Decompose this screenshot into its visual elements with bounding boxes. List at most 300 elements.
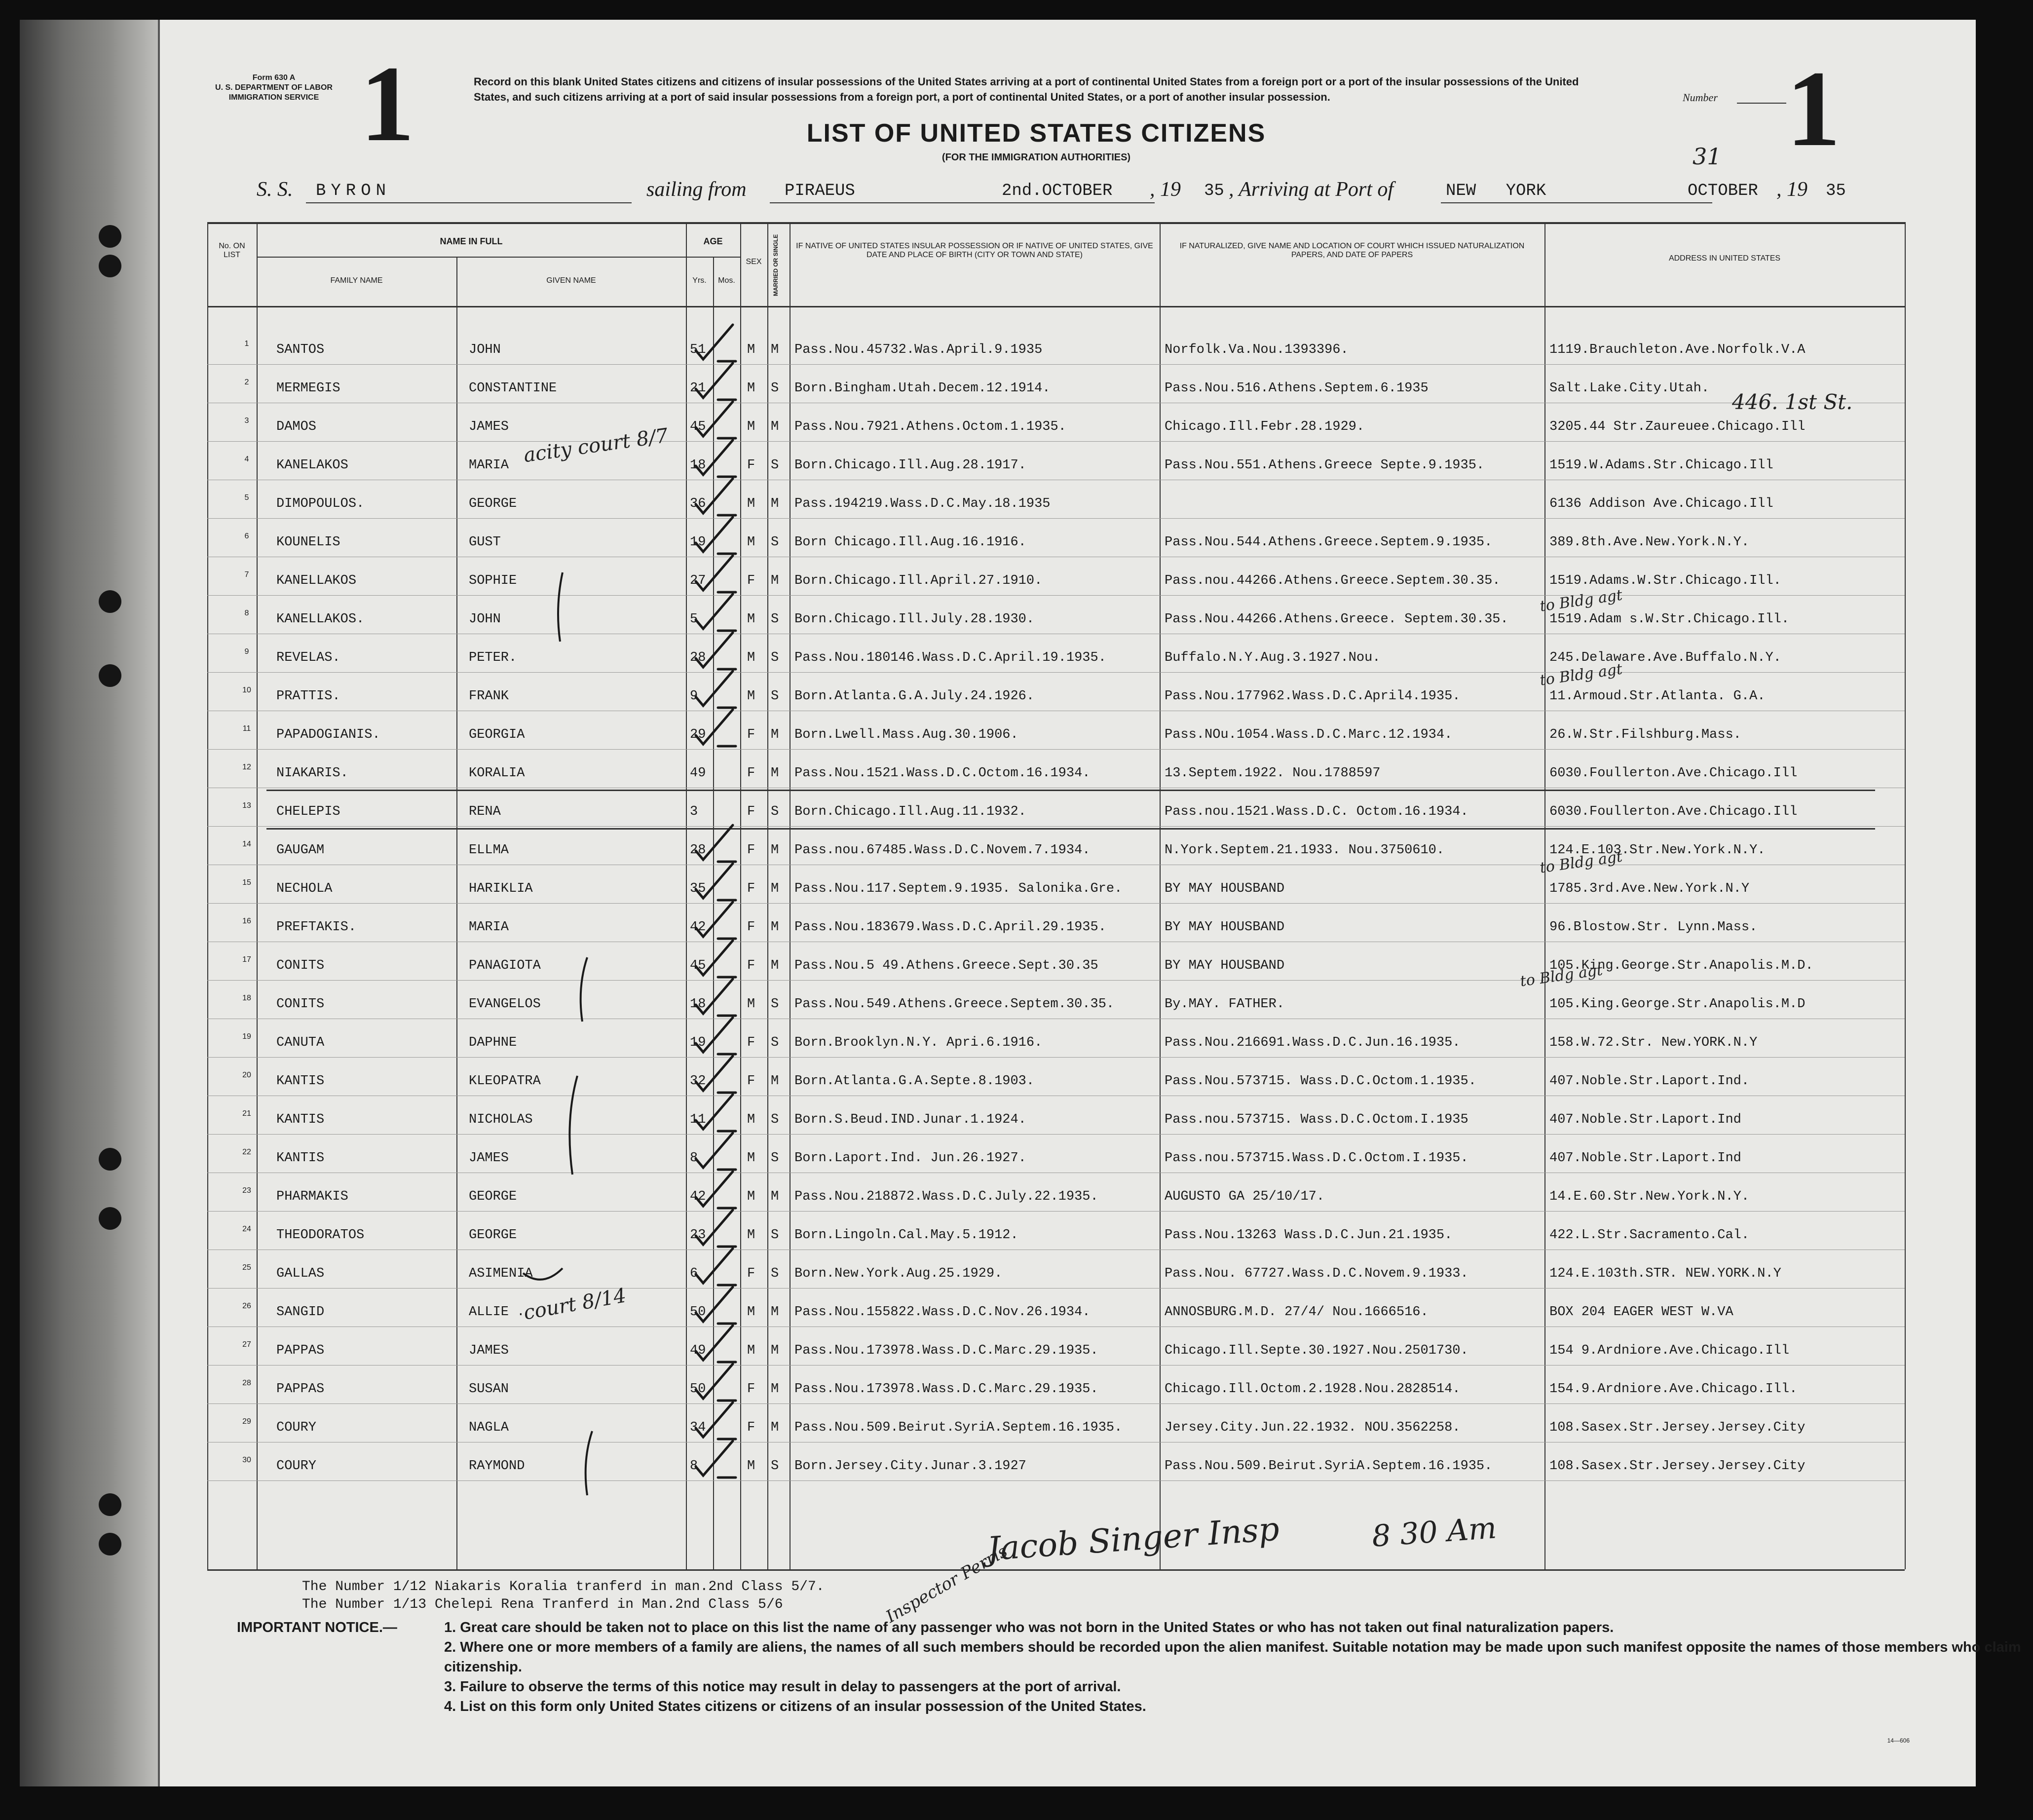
notice-item-3: 3. Failure to observe the terms of this notice may result in delay to passengers at the port of arrival. [444, 1679, 1121, 1695]
sex: M [747, 689, 755, 704]
hand-bldg-agt-3: to Bldg agt [1539, 848, 1624, 877]
row-number: 20 [242, 1071, 251, 1079]
naturalization-info: Chicago.Ill.Febr.28.1929. [1165, 419, 1365, 434]
ship-name: BYRON [316, 182, 391, 200]
family-name: DIMOPOULOS. [276, 496, 365, 511]
header-married-single: MARRIED OR SINGLE [772, 234, 779, 296]
family-name: CONITS [276, 958, 325, 973]
family-name: REVELAS. [276, 650, 340, 665]
given-name: ELLMA [469, 843, 509, 858]
hand-bldg-agt-2: to Bldg agt [1539, 660, 1624, 689]
naturalization-info: Pass.Nou.44266.Athens.Greece. Septem.30.35. [1165, 612, 1508, 627]
naturalization-info: Pass.nou.573715.Wass.D.C.Octom.I.1935. [1165, 1151, 1468, 1166]
table-row [0, 1365, 2033, 1403]
birth-info: Born.Jersey.City.Junar.3.1927 [794, 1459, 1026, 1474]
age-years: 28 [690, 843, 706, 858]
given-name: ASIMENIA [469, 1266, 533, 1281]
family-name: KANELLAKOS. [276, 612, 365, 627]
ss-label: S. S. [257, 178, 293, 201]
birth-info: Pass.Nou.218872.Wass.D.C.July.22.1935. [794, 1189, 1098, 1204]
footnote-signature: Inspector Perris [882, 1541, 1011, 1627]
address: 108.Sasex.Str.Jersey.Jersey.City [1549, 1459, 1806, 1474]
naturalization-info: Pass.NOu.1054.Wass.D.C.Marc.12.1934. [1165, 727, 1453, 742]
address: 154.9.Ardniore.Ave.Chicago.Ill. [1549, 1382, 1798, 1397]
table-bottom-border [207, 1569, 1905, 1571]
row-number: 27 [242, 1340, 251, 1349]
birth-info: Pass.Nou.183679.Wass.D.C.April.29.1935. [794, 920, 1106, 935]
birth-info: Born.New.York.Aug.25.1929. [794, 1266, 1003, 1281]
table-row [0, 1096, 2033, 1134]
address: 105.King.George.Str.Anapolis.M.D. [1549, 958, 1813, 973]
naturalization-info: ANNOSBURG.M.D. 27/4/ Nou.1666516. [1165, 1305, 1429, 1320]
punch-hole-1 [99, 225, 121, 248]
table-row [0, 749, 2033, 788]
row-number: 28 [242, 1379, 251, 1387]
family-name: NIAKARIS. [276, 766, 348, 781]
list-number-right: 1 [1786, 48, 1841, 169]
row-number: 11 [242, 724, 251, 733]
marital-status: S [771, 1266, 779, 1281]
header-age: AGE [703, 236, 723, 246]
hand-note-row25: court 8/14 [522, 1284, 628, 1325]
row-number: 18 [242, 994, 251, 1002]
header-family-name: FAMILY NAME [330, 276, 383, 285]
naturalization-info: Pass.Nou.216691.Wass.D.C.Jun.16.1935. [1165, 1035, 1461, 1050]
given-name: NICHOLAS [469, 1112, 533, 1127]
naturalization-info: Pass.nou.44266.Athens.Greece.Septem.30.35. [1165, 573, 1501, 588]
footnote-1: The Number 1/12 Niakaris Koralia tranferd in man.2nd Class 5/7. [302, 1579, 825, 1594]
department: U. S. DEPARTMENT OF LABOR [215, 83, 333, 92]
birth-info: Born.S.Beud.IND.Junar.1.1924. [794, 1112, 1026, 1127]
given-name: MARIA [469, 920, 509, 935]
age-years: 18 [690, 997, 706, 1012]
age-years: 19 [690, 1035, 706, 1050]
age-years: 35 [690, 881, 706, 896]
row-number: 23 [242, 1186, 251, 1195]
sex: F [747, 1266, 755, 1281]
sex: M [747, 1305, 755, 1320]
birth-info: Born.Chicago.Ill.July.28.1930. [794, 612, 1035, 627]
number-label: Number [1683, 91, 1718, 104]
row-number: 14 [242, 840, 251, 848]
sex: F [747, 958, 755, 973]
sex: F [747, 458, 755, 473]
naturalization-info: BY MAY HOUSBAND [1165, 958, 1285, 973]
age-years: 8 [690, 1151, 698, 1166]
address: 14.E.60.Str.New.York.N.Y. [1549, 1189, 1750, 1204]
row-number: 3 [244, 417, 249, 425]
address: 26.W.Str.Filshburg.Mass. [1549, 727, 1741, 742]
marital-status: S [771, 997, 779, 1012]
row-number: 30 [242, 1456, 251, 1464]
header-name-in-full: NAME IN FULL [440, 236, 503, 246]
given-name: JAMES [469, 1343, 509, 1358]
table-row [0, 557, 2033, 595]
header-yrs: Yrs. [692, 276, 707, 285]
naturalization-info: Pass.Nou.509.Beirut.SyriA.Septem.16.1935. [1165, 1459, 1493, 1474]
table-row [0, 634, 2033, 672]
family-name: GALLAS [276, 1266, 325, 1281]
sex: M [747, 1112, 755, 1127]
birth-info: Born.Lingoln.Cal.May.5.1912. [794, 1228, 1018, 1243]
row-number: 13 [242, 801, 251, 810]
sex: F [747, 573, 755, 588]
birth-info: Pass.nou.67485.Wass.D.C.Novem.7.1934. [794, 843, 1091, 858]
table-row [0, 1327, 2033, 1365]
row-number: 7 [244, 570, 249, 579]
given-name: KORALIA [469, 766, 525, 781]
given-name: CONSTANTINE [469, 381, 557, 396]
header-naturalized: IF NATURALIZED, GIVE NAME AND LOCATION OF COURT WHICH ISSUED NATURALIZATION PAPERS, AND DATE OF PAPERS [1179, 242, 1525, 259]
signature-time: 8 30 Am [1370, 1511, 1498, 1554]
naturalization-info: AUGUSTO GA 25/10/17. [1165, 1189, 1325, 1204]
marital-status: S [771, 535, 779, 550]
family-name: NECHOLA [276, 881, 333, 896]
naturalization-info: 13.Septem.1922. Nou.1788597 [1165, 766, 1381, 781]
naturalization-info: Chicago.Ill.Octom.2.1928.Nou.2828514. [1165, 1382, 1461, 1397]
address: 389.8th.Ave.New.York.N.Y. [1549, 535, 1750, 550]
table-row [0, 595, 2033, 634]
form-number: Form 630 A [252, 74, 296, 82]
sex: M [747, 612, 755, 627]
birth-info: Pass.Nou.1521.Wass.D.C.Octom.16.1934. [794, 766, 1091, 781]
birth-info: Pass.Nou.173978.Wass.D.C.Marc.29.1935. [794, 1343, 1098, 1358]
given-name: GEORGE [469, 496, 517, 511]
punch-hole-2 [99, 255, 121, 277]
row-number: 1 [244, 340, 249, 348]
family-name: SANGID [276, 1305, 325, 1320]
family-name: THEODORATOS [276, 1228, 365, 1243]
page-subtitle: (FOR THE IMMIGRATION AUTHORITIES) [941, 152, 1131, 163]
birth-info: Pass.Nou.45732.Was.April.9.1935 [794, 342, 1043, 357]
row-number: 19 [242, 1032, 251, 1041]
naturalization-info: Pass.Nou.13263 Wass.D.C.Jun.21.1935. [1165, 1228, 1453, 1243]
sex: M [747, 535, 755, 550]
table-row [0, 1057, 2033, 1096]
table-row [0, 1250, 2033, 1288]
given-name: ALLIE . [469, 1305, 525, 1320]
address: 6030.Foullerton.Ave.Chicago.Ill [1549, 766, 1798, 781]
arrival-day-hand: 31 [1693, 143, 1722, 170]
strike-row-12 [266, 790, 1875, 791]
page-title: LIST OF UNITED STATES CITIZENS [806, 119, 1266, 148]
port-from: PIRAEUS [785, 182, 855, 200]
family-name: PAPADOGIANIS. [276, 727, 380, 742]
marital-status: S [771, 381, 779, 396]
table-row [0, 672, 2033, 711]
given-name: FRANK [469, 689, 509, 704]
marital-status: M [771, 881, 779, 896]
address: 1119.Brauchleton.Ave.Norfolk.V.A [1549, 342, 1806, 357]
given-name: DAPHNE [469, 1035, 517, 1050]
table-row [0, 403, 2033, 441]
given-name: PANAGIOTA [469, 958, 541, 973]
marital-status: S [771, 1112, 779, 1127]
punch-hole-8 [99, 1533, 121, 1555]
marital-status: S [771, 689, 779, 704]
marital-status: M [771, 1305, 779, 1320]
naturalization-info: Norfolk.Va.Nou.1393396. [1165, 342, 1349, 357]
row-number: 22 [242, 1148, 251, 1156]
address: 1519.Adam s.W.Str.Chicago.Ill. [1549, 612, 1790, 627]
age-years: 34 [690, 1420, 706, 1435]
marital-status: S [771, 458, 779, 473]
table-row [0, 441, 2033, 480]
sex: M [747, 650, 755, 665]
birth-info: Pass.194219.Wass.D.C.May.18.1935 [794, 496, 1051, 511]
birth-info: Born.Atlanta.G.A.Septe.8.1903. [794, 1074, 1035, 1089]
row-number: 4 [244, 455, 249, 463]
header-bottom-border [207, 306, 1905, 307]
notice-label: IMPORTANT NOTICE.— [237, 1620, 397, 1635]
marital-status: M [771, 766, 779, 781]
family-name: COURY [276, 1459, 317, 1474]
naturalization-info: By.MAY. FATHER. [1165, 997, 1285, 1012]
naturalization-info: Pass.Nou.177962.Wass.D.C.April4.1935. [1165, 689, 1461, 704]
table-row [0, 1211, 2033, 1250]
arriving-label: , Arriving at Port of [1229, 178, 1394, 201]
birth-info: Born.Atlanta.G.A.July.24.1926. [794, 689, 1035, 704]
naturalization-info: Buffalo.N.Y.Aug.3.1927.Nou. [1165, 650, 1381, 665]
family-name: GAUGAM [276, 843, 325, 858]
header-address: ADDRESS IN UNITED STATES [1668, 254, 1781, 263]
marital-status: M [771, 1382, 779, 1397]
given-name: MARIA [469, 458, 509, 473]
naturalization-info: Pass.Nou.573715. Wass.D.C.Octom.1.1935. [1165, 1074, 1476, 1089]
given-name: RENA [469, 804, 501, 819]
address: 245.Delaware.Ave.Buffalo.N.Y. [1549, 650, 1781, 665]
birth-info: Born.Brooklyn.N.Y. Apri.6.1916. [794, 1035, 1043, 1050]
year: 35 [1204, 182, 1224, 200]
age-years: 23 [690, 1228, 706, 1243]
list-number-left: 1 [360, 43, 414, 164]
marital-status: S [771, 1459, 779, 1474]
punch-hole-7 [99, 1493, 121, 1516]
family-name: SANTOS [276, 342, 325, 357]
given-name: GEORGE [469, 1189, 517, 1204]
marital-status: M [771, 958, 779, 973]
row-number: 29 [242, 1417, 251, 1426]
row-number: 8 [244, 609, 249, 617]
address: 108.Sasex.Str.Jersey.Jersey.City [1549, 1420, 1806, 1435]
table-row [0, 942, 2033, 980]
marital-status: M [771, 342, 779, 357]
row-number: 17 [242, 955, 251, 964]
sex: F [747, 1035, 755, 1050]
table-row [0, 326, 2033, 364]
sex: M [747, 1459, 755, 1474]
naturalization-info: Pass.nou.573715. Wass.D.C.Octom.I.1935 [1165, 1112, 1468, 1127]
sex: F [747, 727, 755, 742]
row-number: 5 [244, 493, 249, 502]
sex: F [747, 843, 755, 858]
address: 407.Noble.Str.Laport.Ind [1549, 1151, 1741, 1166]
arrival-month: OCTOBER [1688, 182, 1758, 200]
given-name: KLEOPATRA [469, 1074, 541, 1089]
age-years: 21 [690, 381, 706, 396]
row-number: 24 [242, 1225, 251, 1233]
age-years: 45 [690, 419, 706, 434]
address: 407.Noble.Str.Laport.Ind [1549, 1112, 1741, 1127]
sailing-label: sailing from [646, 178, 747, 201]
address: 422.L.Str.Sacramento.Cal. [1549, 1228, 1750, 1243]
family-name: MERMEGIS [276, 381, 340, 396]
age-years: 49 [690, 766, 706, 781]
birth-info: Pass.Nou.117.Septem.9.1935. Salonika.Gre. [794, 881, 1123, 896]
strike-row-13 [266, 828, 1875, 830]
sex: M [747, 997, 755, 1012]
table-row [0, 826, 2033, 865]
year-prefix-2: , 19 [1776, 178, 1807, 201]
sex: M [747, 381, 755, 396]
naturalization-info: Pass.nou.1521.Wass.D.C. Octom.16.1934. [1165, 804, 1468, 819]
row-number: 9 [244, 647, 249, 656]
age-years: 36 [690, 496, 706, 511]
birth-info: Pass.Nou.509.Beirut.SyriA.Septem.16.1935. [794, 1420, 1123, 1435]
naturalization-info: Pass.Nou.551.Athens.Greece Septe.9.1935. [1165, 458, 1485, 473]
table-row [0, 1019, 2033, 1057]
table-row [0, 903, 2033, 942]
sex: F [747, 1074, 755, 1089]
family-name: CHELEPIS [276, 804, 340, 819]
hand-note-row4: acity court 8/7 [522, 424, 670, 467]
age-years: 42 [690, 1189, 706, 1204]
age-years: 42 [690, 920, 706, 935]
row-number: 21 [242, 1109, 251, 1118]
birth-info: Pass.Nou.173978.Wass.D.C.Marc.29.1935. [794, 1382, 1098, 1397]
table-row [0, 1173, 2033, 1211]
birth-info: Pass.Nou.7921.Athens.Octom.1.1935. [794, 419, 1066, 434]
naturalization-info: N.York.Septem.21.1933. Nou.3750610. [1165, 843, 1445, 858]
age-years: 27 [690, 573, 706, 588]
hand-note-row2: 446. 1st St. [1732, 390, 1853, 414]
age-years: 19 [690, 535, 706, 550]
notice-item-1: 1. Great care should be taken not to place on this list the name of any passenger who was not born in the United States or who has not taken out final naturalization papers. [444, 1620, 1614, 1635]
marital-status: M [771, 1343, 779, 1358]
depart-date: 2nd.OCTOBER [1002, 182, 1113, 200]
row-number: 10 [242, 686, 251, 694]
year-prefix: , 19 [1150, 178, 1181, 201]
address: 6030.Foullerton.Ave.Chicago.Ill [1549, 804, 1798, 819]
birth-info: Pass.Nou.155822.Wass.D.C.Nov.26.1934. [794, 1305, 1091, 1320]
birth-info: Pass.Nou.180146.Wass.D.C.April.19.1935. [794, 650, 1106, 665]
family-name: KANTIS [276, 1074, 325, 1089]
family-name: KANELAKOS [276, 458, 348, 473]
sex: F [747, 804, 755, 819]
marital-status: S [771, 1035, 779, 1050]
marital-status: S [771, 804, 779, 819]
table-top-border [207, 222, 1905, 224]
table-row [0, 1442, 2033, 1480]
sex: F [747, 1420, 755, 1435]
marital-status: S [771, 612, 779, 627]
family-name: COURY [276, 1420, 317, 1435]
marital-status: M [771, 496, 779, 511]
header-given-name: GIVEN NAME [546, 276, 596, 285]
given-name: RAYMOND [469, 1459, 525, 1474]
form-id-block [207, 73, 340, 103]
sex: M [747, 342, 755, 357]
hand-bldg-agt-1: to Bldg agt [1539, 586, 1624, 615]
given-name: JAMES [469, 1151, 509, 1166]
family-name: KANTIS [276, 1112, 325, 1127]
naturalization-info: Jersey.City.Jun.22.1932. NOU.3562258. [1165, 1420, 1461, 1435]
number-line [1737, 103, 1786, 104]
birth-info: Pass.Nou.5 49.Athens.Greece.Sept.30.35 [794, 958, 1098, 973]
service: IMMIGRATION SERVICE [228, 93, 319, 102]
table-row [0, 518, 2033, 557]
intro-text: Record on this blank United States citizens and citizens of insular possessions of the United States arriving at a port of continental United States from a foreign port or a port of the insular possessions of the United States, and such citizens arriving at a port of said insular possessions from a foreign port, a port of continental United States, or a port of another insular possession. [474, 76, 1579, 103]
address: 1785.3rd.Ave.New.York.N.Y [1549, 881, 1750, 896]
address: Salt.Lake.City.Utah. [1549, 381, 1710, 396]
age-years: 28 [690, 650, 706, 665]
address: 105.King.George.Str.Anapolis.M.D [1549, 997, 1806, 1012]
row-number: 15 [242, 878, 251, 887]
table-row [0, 980, 2033, 1019]
age-years: 29 [690, 727, 706, 742]
address: 124.E.103.Str.New.York.N.Y. [1549, 843, 1766, 858]
table-row [0, 788, 2033, 826]
address: 6136 Addison Ave.Chicago.Ill [1549, 496, 1773, 511]
address: 407.Noble.Str.Laport.Ind. [1549, 1074, 1750, 1089]
table-row [0, 1134, 2033, 1173]
age-years: 32 [690, 1074, 706, 1089]
sex: M [747, 1228, 755, 1243]
row-number: 26 [242, 1302, 251, 1310]
naturalization-info: BY MAY HOUSBAND [1165, 920, 1285, 935]
family-name: CONITS [276, 997, 325, 1012]
sex: F [747, 920, 755, 935]
family-name: PREFTAKIS. [276, 920, 357, 935]
header-no-on-list: No. ON LIST [219, 242, 245, 259]
sex: M [747, 496, 755, 511]
table-row [0, 865, 2033, 903]
given-name: PETER. [469, 650, 517, 665]
age-years: 5 [690, 612, 698, 627]
age-years: 51 [690, 342, 706, 357]
age-years: 9 [690, 689, 698, 704]
row-number: 6 [244, 532, 249, 540]
sex: F [747, 881, 755, 896]
table-row [0, 364, 2033, 403]
ship-line [306, 202, 632, 203]
row-rule [207, 1480, 1905, 1481]
table-row [0, 1403, 2033, 1442]
family-name: PAPPAS [276, 1382, 325, 1397]
birth-info: Pass.Nou.549.Athens.Greece.Septem.30.35. [794, 997, 1115, 1012]
sex: F [747, 1382, 755, 1397]
inspector-signature: Jacob Singer Insp [986, 1510, 1281, 1568]
given-name: GUST [469, 535, 501, 550]
row-number: 16 [242, 917, 251, 925]
marital-status: M [771, 1189, 779, 1204]
family-name: PAPPAS [276, 1343, 325, 1358]
family-name: KOUNELIS [276, 535, 340, 550]
header-mos: Mos. [718, 276, 735, 285]
family-name: KANELLAKOS [276, 573, 357, 588]
marital-status: S [771, 1151, 779, 1166]
birth-info: Born.Chicago.Ill.April.27.1910. [794, 573, 1043, 588]
birth-info: Born.Chicago.Ill.Aug.11.1932. [794, 804, 1026, 819]
age-years: 50 [690, 1382, 706, 1397]
naturalization-info: Pass.Nou. 67727.Wass.D.C.Novem.9.1933. [1165, 1266, 1468, 1281]
birth-info: Born Chicago.Ill.Aug.16.1916. [794, 535, 1026, 550]
marital-status: S [771, 650, 779, 665]
address: 158.W.72.Str. New.YORK.N.Y [1549, 1035, 1758, 1050]
row-number: 12 [242, 763, 251, 771]
port-arrival: NEW YORK [1446, 182, 1546, 200]
notice-item-2: 2. Where one or more members of a family are aliens, the names of all such members should be recorded upon the alien manifest. Suitable notation may be made upon such manifest opposite the names of those members who claim citizenship. [444, 1639, 2021, 1675]
